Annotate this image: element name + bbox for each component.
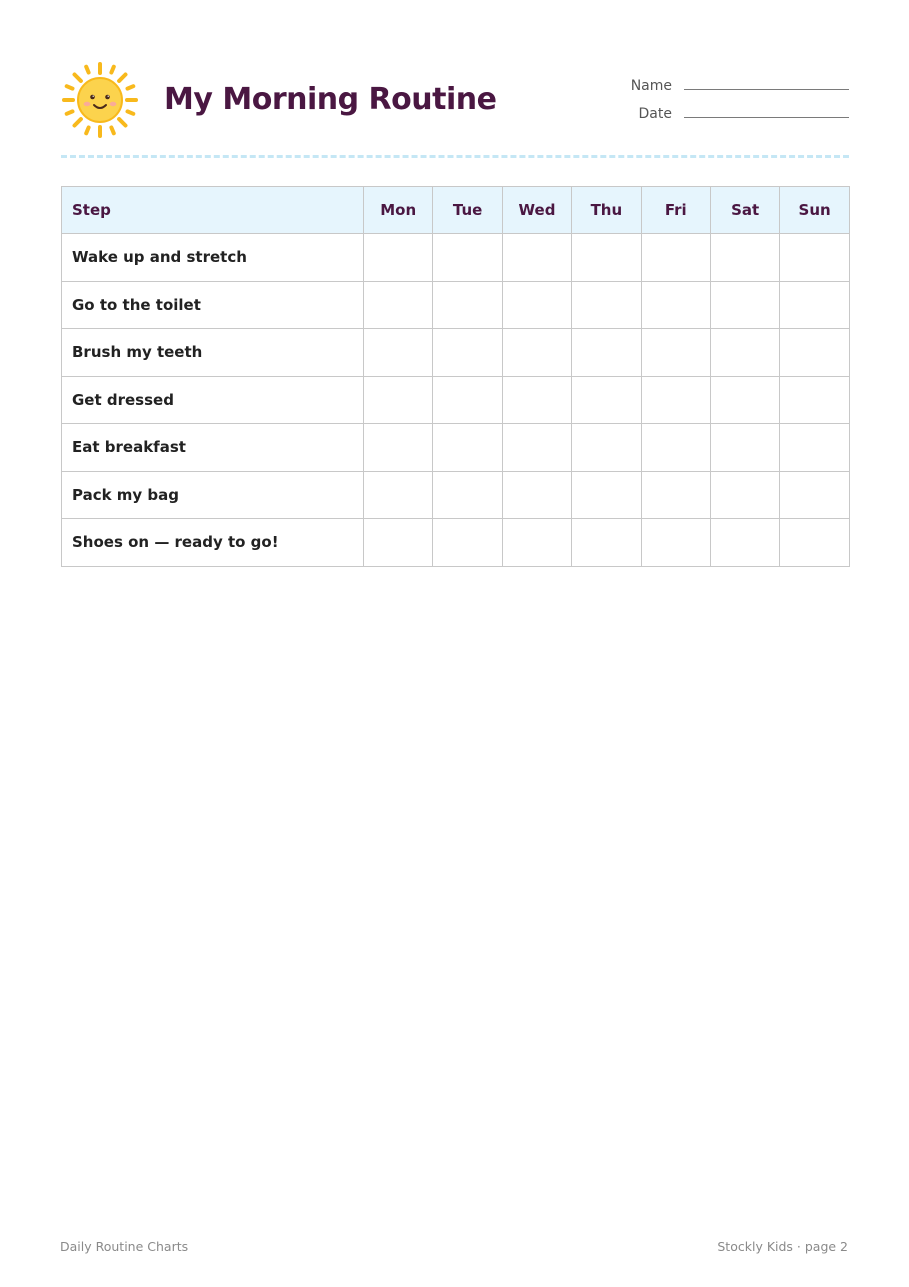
check-cell[interactable] <box>641 329 710 377</box>
table-row <box>62 234 850 282</box>
check-cell[interactable] <box>710 519 779 567</box>
check-cell[interactable] <box>710 234 779 282</box>
table-row <box>62 376 850 424</box>
check-cell[interactable] <box>364 471 433 519</box>
check-cell[interactable] <box>572 519 641 567</box>
check-cell[interactable] <box>364 424 433 472</box>
check-cell[interactable] <box>502 519 571 567</box>
date-line[interactable] <box>684 117 849 118</box>
check-cell[interactable] <box>780 376 850 424</box>
check-cell[interactable] <box>572 281 641 329</box>
date-label: Date <box>638 106 672 122</box>
date-field[interactable] <box>600 104 849 124</box>
day-header-sun: Sun <box>780 187 850 234</box>
sun-icon <box>60 60 140 140</box>
step-label: Get dressed <box>62 376 364 424</box>
check-cell[interactable] <box>502 471 571 519</box>
check-cell[interactable] <box>780 424 850 472</box>
name-field[interactable] <box>600 76 849 96</box>
check-cell[interactable] <box>433 376 502 424</box>
day-header-thu: Thu <box>572 187 641 234</box>
check-cell[interactable] <box>572 471 641 519</box>
check-cell[interactable] <box>572 376 641 424</box>
check-cell[interactable] <box>641 234 710 282</box>
step-label: Go to the toilet <box>62 281 364 329</box>
day-header-fri: Fri <box>641 187 710 234</box>
check-cell[interactable] <box>710 329 779 377</box>
name-label: Name <box>630 78 672 94</box>
check-cell[interactable] <box>641 281 710 329</box>
check-cell[interactable] <box>364 234 433 282</box>
footer-page-info: Stockly Kids · page 2 <box>717 1239 848 1254</box>
table-header-row <box>62 187 850 234</box>
check-cell[interactable] <box>433 234 502 282</box>
check-cell[interactable] <box>780 519 850 567</box>
check-cell[interactable] <box>502 234 571 282</box>
check-cell[interactable] <box>502 281 571 329</box>
check-cell[interactable] <box>572 329 641 377</box>
table-row <box>62 519 850 567</box>
check-cell[interactable] <box>780 281 850 329</box>
check-cell[interactable] <box>502 376 571 424</box>
check-cell[interactable] <box>433 329 502 377</box>
step-label: Brush my teeth <box>62 329 364 377</box>
day-header-sat: Sat <box>710 187 779 234</box>
step-label: Wake up and stretch <box>62 234 364 282</box>
check-cell[interactable] <box>433 424 502 472</box>
check-cell[interactable] <box>502 329 571 377</box>
check-cell[interactable] <box>641 471 710 519</box>
step-column-header: Step <box>62 187 364 234</box>
step-label: Pack my bag <box>62 471 364 519</box>
check-cell[interactable] <box>780 329 850 377</box>
check-cell[interactable] <box>641 519 710 567</box>
day-header-tue: Tue <box>433 187 502 234</box>
table-row <box>62 281 850 329</box>
check-cell[interactable] <box>364 519 433 567</box>
check-cell[interactable] <box>364 329 433 377</box>
check-cell[interactable] <box>433 471 502 519</box>
footer-left-text: Daily Routine Charts <box>60 1239 189 1254</box>
table-row <box>62 424 850 472</box>
check-cell[interactable] <box>780 234 850 282</box>
day-header-wed: Wed <box>502 187 571 234</box>
check-cell[interactable] <box>641 376 710 424</box>
name-line[interactable] <box>684 89 849 90</box>
check-cell[interactable] <box>641 424 710 472</box>
step-label: Eat breakfast <box>62 424 364 472</box>
routine-table <box>61 186 850 567</box>
check-cell[interactable] <box>780 471 850 519</box>
table-row <box>62 471 850 519</box>
check-cell[interactable] <box>433 519 502 567</box>
step-label: Shoes on — ready to go! <box>62 519 364 567</box>
check-cell[interactable] <box>572 234 641 282</box>
check-cell[interactable] <box>433 281 502 329</box>
dashed-divider <box>61 155 849 158</box>
check-cell[interactable] <box>572 424 641 472</box>
day-header-mon: Mon <box>364 187 433 234</box>
check-cell[interactable] <box>710 281 779 329</box>
check-cell[interactable] <box>364 281 433 329</box>
check-cell[interactable] <box>502 424 571 472</box>
check-cell[interactable] <box>710 471 779 519</box>
check-cell[interactable] <box>710 424 779 472</box>
check-cell[interactable] <box>710 376 779 424</box>
check-cell[interactable] <box>364 376 433 424</box>
page-title: My Morning Routine <box>164 82 497 117</box>
table-row <box>62 329 850 377</box>
